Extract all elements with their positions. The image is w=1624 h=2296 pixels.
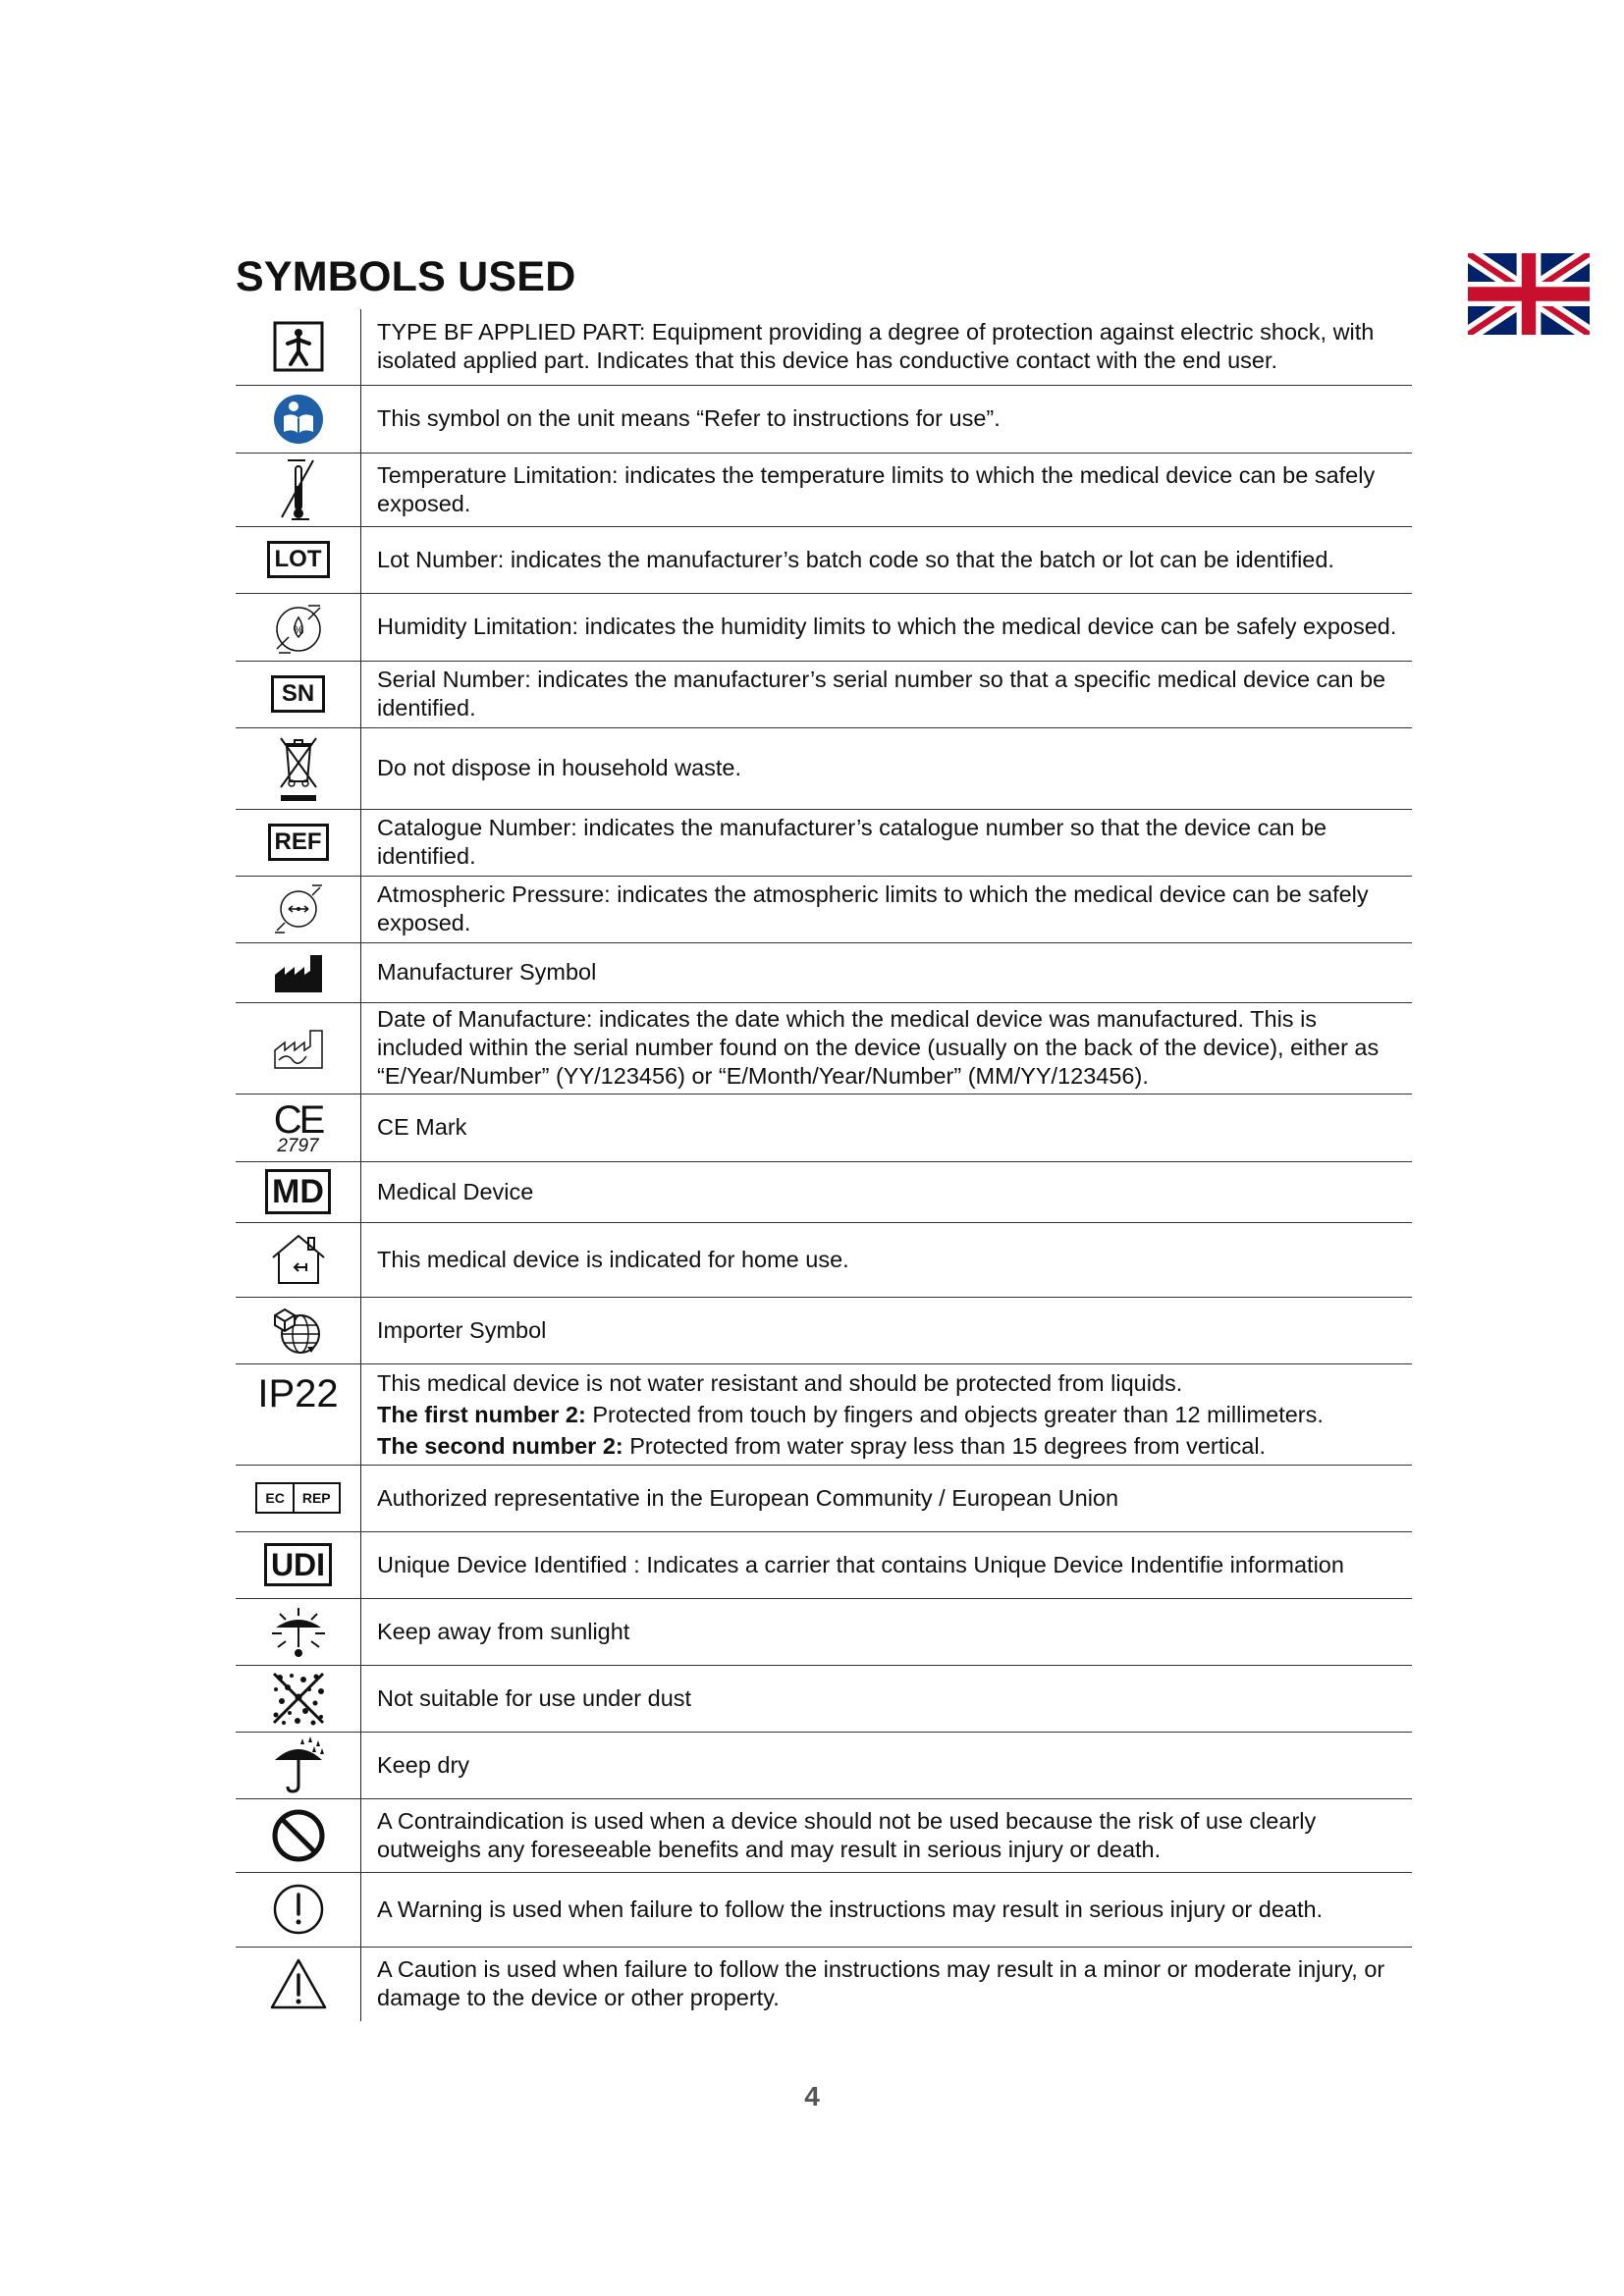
table-row — [236, 942, 1412, 1002]
symbol-description: Medical Device — [377, 1178, 534, 1204]
table-row — [236, 727, 1412, 809]
ip22-rating-icon: IP22 — [257, 1371, 339, 1415]
symbol-description: A Caution is used when failure to follow the instructions may result in a minor or moderate injury, or damage to the device or other property. — [377, 1956, 1385, 2011]
symbol-description: Manufacturer Symbol — [377, 959, 597, 985]
not-for-dust-icon — [270, 1670, 327, 1727]
date-of-manufacture-icon — [273, 1027, 324, 1070]
type-bf-applied-part-icon — [272, 320, 325, 373]
humidity-limit-icon — [269, 598, 328, 657]
table-row — [236, 1732, 1412, 1798]
page-title: SYMBOLS USED — [236, 253, 576, 300]
uk-flag-icon — [1468, 253, 1590, 335]
table-row — [236, 1531, 1412, 1598]
symbol-description: Unique Device Identified : Indicates a carrier that contains Unique Device Indentifie information — [377, 1551, 1344, 1577]
symbol-description: A Contraindication is used when a device should not be used because the risk of use clearly outweighs any foreseeable benefits and may result in serious injury or death. — [377, 1807, 1317, 1862]
symbol-description: Serial Number: indicates the manufacturer’s serial number so that a specific medical device can be identified. — [377, 667, 1386, 721]
table-row — [236, 385, 1412, 453]
symbol-description-line — [377, 1399, 1402, 1430]
symbol-description: Date of Manufacture: indicates the date which the medical device was manufactured. This is included within the serial number found on the device (usually on the back of the device), either as “E/Year/Number” (YY/123456) or “E/Month/Year/Number” (MM/YY/123456). — [377, 1006, 1380, 1089]
ec-rep-right-label: REP — [293, 1484, 339, 1512]
symbol-description: Catalogue Number: indicates the manufacturer’s catalogue number so that the device can be identified. — [377, 815, 1327, 869]
table-row — [236, 1297, 1412, 1363]
ce-mark-label: CE — [273, 1097, 323, 1142]
ec-rep-left-label: EC — [265, 1490, 285, 1506]
table-row — [236, 661, 1412, 727]
table-row — [236, 1465, 1412, 1531]
symbol-description-line — [377, 1430, 1402, 1462]
lot-number-icon: LOT — [267, 541, 330, 578]
warning-icon — [271, 1882, 326, 1937]
symbol-description: Keep dry — [377, 1751, 470, 1778]
symbol-description: A Warning is used when failure to follow the instructions may result in serious injury or death. — [377, 1896, 1324, 1922]
table-row — [236, 453, 1412, 526]
manufacturer-icon — [273, 951, 324, 994]
symbol-description: This symbol on the unit means “Refer to instructions for use”. — [377, 405, 1001, 431]
table-row — [236, 1947, 1412, 2021]
importer-icon — [272, 1304, 325, 1357]
table-row — [236, 1094, 1412, 1161]
table-row — [236, 526, 1412, 593]
symbol-description: Importer Symbol — [377, 1316, 547, 1343]
table-row — [236, 1798, 1412, 1872]
symbol-description: Humidity Limitation: indicates the humidity limits to which the medical device can be safely exposed. — [377, 614, 1397, 639]
atmospheric-pressure-icon — [271, 881, 326, 936]
weee-bin-icon — [277, 734, 320, 803]
symbol-description: This medical device is indicated for home use. — [377, 1246, 849, 1272]
ec-rep-icon — [255, 1482, 340, 1514]
keep-away-from-sunlight-icon — [270, 1604, 327, 1659]
serial-number-icon: SN — [271, 675, 325, 713]
table-row — [236, 309, 1412, 385]
symbol-description: Not suitable for use under dust — [377, 1684, 692, 1711]
table-row — [236, 1222, 1412, 1297]
first-number-text: Protected from touch by fingers and objects greater than 12 millimeters. — [585, 1401, 1324, 1427]
table-row — [236, 1665, 1412, 1732]
keep-dry-icon — [271, 1735, 326, 1795]
table-row — [236, 593, 1412, 661]
symbol-description: This medical device is not water resistant and should be protected from liquids. — [377, 1369, 1183, 1396]
caution-icon — [269, 1957, 328, 2010]
page-number: 4 — [804, 2081, 820, 2111]
table-row — [236, 1363, 1412, 1465]
medical-device-icon: MD — [265, 1169, 331, 1214]
symbol-description: Authorized representative in the European Community / European Union — [377, 1484, 1119, 1511]
contraindication-icon — [270, 1807, 327, 1864]
catalogue-number-icon: REF — [268, 824, 329, 861]
table-row — [236, 809, 1412, 876]
notified-body-number: 2797 — [277, 1135, 319, 1156]
ce-mark-icon — [236, 1097, 360, 1156]
symbol-description: TYPE BF APPLIED PART: Equipment providing a degree of protection against electric shock, with isolated applied part. Indicates that this device has conductive contact with the end user. — [377, 319, 1375, 374]
humidity-percent-label: % — [293, 622, 303, 637]
symbol-description: Do not dispose in household waste. — [377, 755, 742, 780]
home-use-icon — [269, 1232, 328, 1287]
symbol-description: Temperature Limitation: indicates the temperature limits to which the medical device can be safely exposed. — [377, 461, 1376, 516]
table-row — [236, 1598, 1412, 1665]
symbol-description: Atmospheric Pressure: indicates the atmospheric limits to which the medical device can be safely exposed. — [377, 881, 1369, 935]
symbol-description: CE Mark — [377, 1114, 467, 1140]
table-row — [236, 1872, 1412, 1947]
temperature-limit-icon — [274, 456, 323, 523]
second-number-text: Protected from water spray less than 15 degrees from vertical. — [623, 1432, 1267, 1459]
symbol-description: Lot Number: indicates the manufacturer’s batch code so that the batch or lot can be identified. — [377, 546, 1334, 572]
first-number-label: The first number 2: — [377, 1401, 586, 1427]
second-number-label: The second number 2: — [377, 1432, 623, 1459]
table-row — [236, 1002, 1412, 1094]
table-row — [236, 1161, 1412, 1222]
table-row — [236, 876, 1412, 942]
symbol-description: Keep away from sunlight — [377, 1618, 630, 1644]
refer-to-instructions-icon — [272, 393, 325, 446]
symbols-table — [236, 309, 1412, 2021]
udi-icon: UDI — [264, 1543, 332, 1586]
